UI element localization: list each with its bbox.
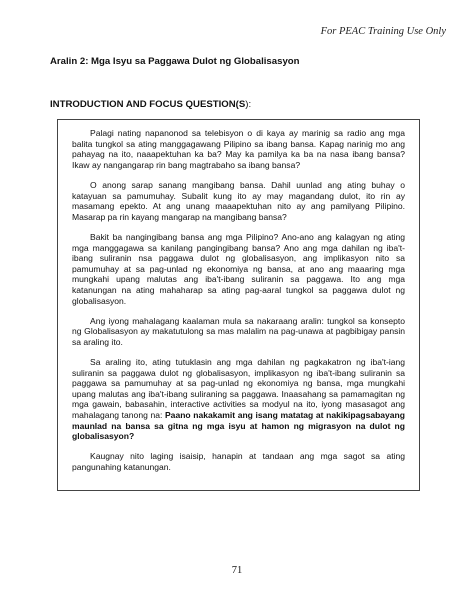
intro-paragraph-1: Palagi nating napanonod sa telebisyon o di kaya ay marinig sa radio ang mga balita tungkol sa ating manggagawang Pilipino sa ibang bansa. Kapag narinig mo ang pahayag na ito, naaapektuhan ka ba? May ka pamilya ka ba na nasa ibang bansa? Ikaw ay nangangarap rin bang magtrabaho sa ibang bansa? xyxy=(72,128,405,170)
intro-paragraph-6: Kaugnay nito laging isaisip, hanapin at tandaan ang mga sagot sa ating pangunahing katanungan. xyxy=(72,451,405,472)
intro-paragraph-3: Bakit ba nangingibang bansa ang mga Pilipino? Ano-ano ang kalagyan ng ating mga manggagawa sa kanilang pangingibang bansa? Ano ang mga dahilan ng iba't-ibang suliranin nsa paggawa dulot ng globalisasyon, ang implikasyon nito sa pamumuhay at sa pag-unlad ng ekonomiya ng bansa, at ano ang maaaring mga mungkahi upang malutas ang iba't-ibang suliranin sa paggawa. Ito ang mga katanungan na ating mahaharap sa ating pag-aaral tungkol sa paggawa dulot ng globalisasyon. xyxy=(72,231,405,306)
page-number: 71 xyxy=(231,565,243,576)
intro-paragraph-2: O anong sarap sanang mangibang bansa. Dahil uunlad ang ating buhay o katayuan sa pamumuhay. Subalit kung ito ay may magandang dulot, ito rin ay masamang epekto. At ang unang maaapektuhan nito ay ang pamilyang Pilipino. Masarap pa rin kayang mangarap na mangibang bansa? xyxy=(72,179,405,222)
section-heading-main: INTRODUCTION AND FOCUS QUESTION(S xyxy=(50,99,246,110)
intro-paragraph-4: Ang iyong mahalagang kaalaman mula sa nakaraang aralin: tungkol sa konsepto ng Globalisasyon ay makatutulong sa mas malalim na pag-unawa at pagbibigay pansin sa araling ito. xyxy=(72,315,405,347)
lesson-title: Aralin 2: Mga Isyu sa Paggawa Dulot ng Globalisasyon xyxy=(50,56,300,67)
intro-paragraph-5-text: Sa araling ito, ating tutuklasin ang mga dahilan ng pagkakatron ng iba't-iang suliranin sa paggawa dulot ng globalisasyon, implikasyon ng iba't-ibang suliranin sa paggawa sa pamumuhay at sa pag-unlad ng ekonomiya ng bansa, mga mungkahi upang malutas ang iba't-ibang suliraning sa paggawa. Inaasahang sa pamamagitan ng mga gawain, babasahin, interactive activities sa modyul na ito, iyong masasagot ang mahalagang tanong na: xyxy=(72,357,405,421)
essential-question: Paano nakakamit ang isang matatag at nakikipagsabayang maunlad na bansa sa gitna ng mga isyu at hamon ng migrasyon na dulot ng globalisasyon? xyxy=(72,410,405,442)
section-heading-tail: ): xyxy=(245,99,252,110)
training-use-note: For PEAC Training Use Only xyxy=(320,26,446,37)
section-heading xyxy=(50,99,251,110)
intro-paragraph-5 xyxy=(72,357,405,442)
introduction-text-box xyxy=(57,119,420,491)
